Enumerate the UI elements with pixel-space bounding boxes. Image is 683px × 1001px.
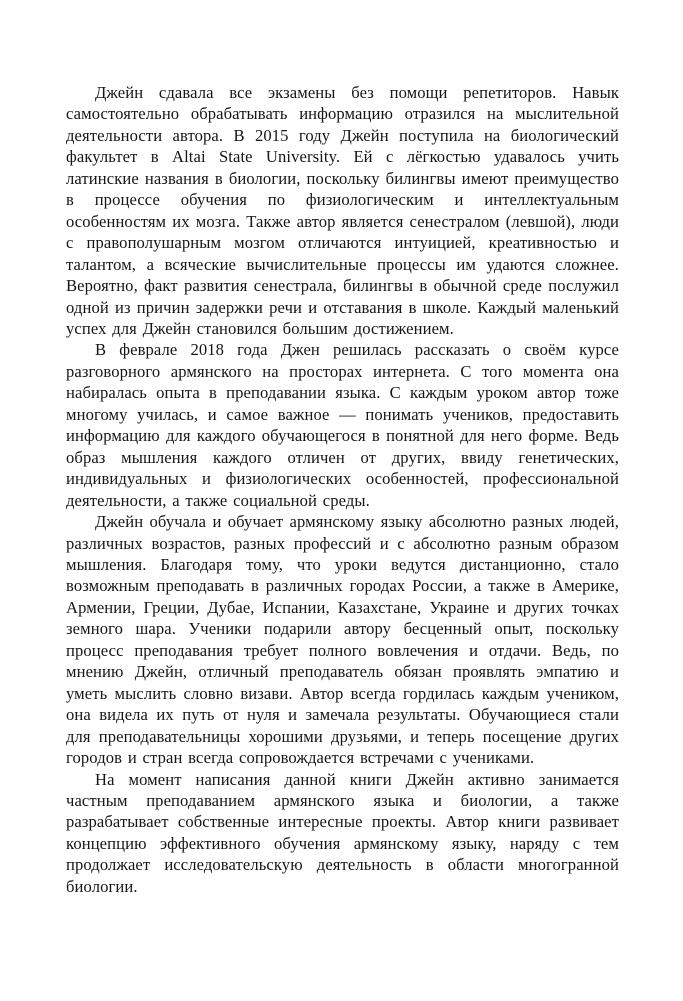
paragraph: В феврале 2018 года Джен решилась рассказать о своём курсе разговорного армянского на просторах интернета. С того момента она набиралась опыта в преподавании языка. С каждым уроком автор тоже многому училась, и самое важное — понимать учеников, предоставить информацию для каждого обучающегося в понятной для него форме. Ведь образ мышления каждого отличен от других, ввиду генетических, индивидуальных и физиологических особенностей, профессиональной деятельности, а также социальной среды. [66,340,619,510]
paragraph: Джейн сдавала все экзамены без помощи репетиторов. Навык самостоятельно обрабатывать информацию отразился на мыслительной деятельности автора. В 2015 году Джейн поступила на биологический факультет в Altai State University. Ей с лёгкостью удавалось учить латинские названия в биологии, поскольку билингвы имеют преимущество в процессе обучения по физиологическим и интеллектуальным особенностям их мозга. Также автор является сенестралом (левшой), люди с правополушарным мозгом отличаются интуицией, креативностью и талантом, а всяческие вычислительные процессы им удаются сложнее. Вероятно, факт развития сенестрала, билингвы в обычной среде послужил одной из причин задержки речи и отставания в школе. Каждый маленький успех для Джейн становился большим достижением. [66,83,619,338]
paragraph: На момент написания данной книги Джейн активно занимается частным преподаванием армянского языка и биологии, а также разрабатывает собственные интересные проекты. Автор книги развивает концепцию эффективного обучения армянскому языку, наряду с тем продолжает исследовательскую деятельность в области многогранной биологии. [66,769,619,896]
paragraph: Джейн обучала и обучает армянскому языку абсолютно разных людей, различных возрастов, разных профессий и с абсолютно разным образом мышления. Благодаря тому, что уроки ведутся дистанционно, стало возможным преподавать в различных городах России, а также в Америке, Армении, Греции, Дубае, Испании, Казахстане, Украине и других точках земного шара. Ученики подарили автору бесценный опыт, поскольку процесс преподавания требует полного вовлечения и отдачи. Ведь, по мнению Джейн, отличный преподаватель обязан проявлять эмпатию и уметь мыслить словно визави. Автор всегда гордилась каждым учеником, она видела их путь от нуля и замечала результаты. Обучающиеся стали для преподавательницы хорошими друзьями, и теперь посещение других городов и стран всегда сопровождается встречами с учениками. [66,512,619,768]
text-block [66,82,619,897]
